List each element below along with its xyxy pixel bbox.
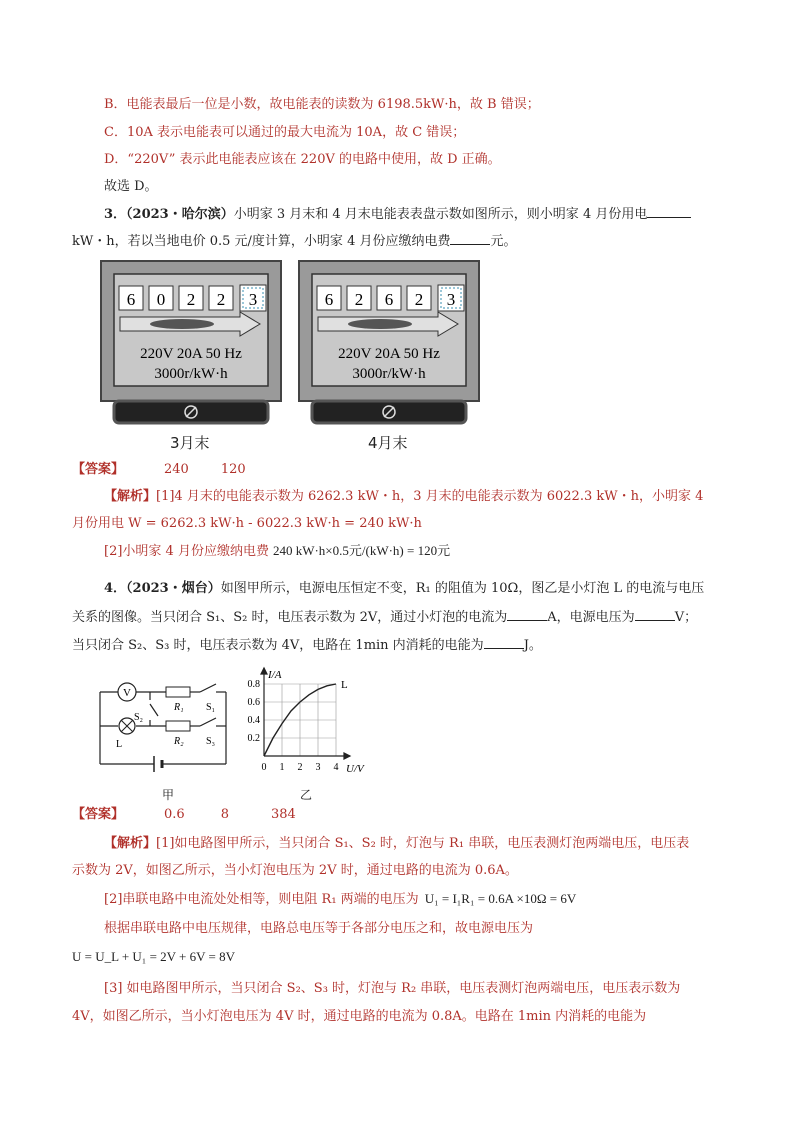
q3-analysis-line1	[104, 488, 703, 506]
q3-analysis-1: [1]4 月末的电能表示数为 6262.3 kW・h，3 月末的电能表示数为 6022.3 kW・h，小明家 4	[156, 489, 704, 504]
q3-text2b: 元。	[490, 234, 517, 249]
meter1-digit-3: 2	[186, 290, 196, 309]
q4-text2b: A，电源电压为	[547, 610, 635, 625]
meter-march	[100, 260, 282, 428]
meter2-digit-5: 3	[446, 290, 456, 309]
voltmeter-label: V	[123, 687, 131, 699]
meter1-spec2: 3000r/kW·h	[154, 366, 228, 382]
q3-answer-2: 120	[220, 462, 246, 477]
select-line: 故选 D。	[104, 179, 158, 194]
r1-label: R₁	[174, 702, 184, 713]
meter2-digit-1: 6	[324, 290, 334, 309]
meter-digits	[119, 285, 266, 311]
resistor-r1-icon	[166, 687, 190, 697]
option-d-line: D．“220V” 表示此电能表应该在 220V 的电路中使用，故 D 正确。	[104, 152, 501, 167]
q4-number: 4．（2023・烟台）	[104, 581, 221, 596]
y-axis-label: I/A	[268, 669, 282, 681]
q4-text3: 当只闭合 S₂、S₃ 时，电压表示数为 4V，电路在 1min 内消耗的电能为	[72, 638, 484, 653]
q4-analysis-1: [1]如电路图甲所示，当只闭合 S₁、S₂ 时，灯泡与 R₁ 串联，电压表测灯泡两端电压，电压表	[156, 836, 690, 851]
q3-answer-label: 【答案】	[72, 462, 125, 477]
q4-answer-label: 【答案】	[72, 807, 125, 822]
q4-answer-2: 8	[220, 807, 229, 822]
q4-analysis-line6: [3] 如电路图甲所示，当只闭合 S₂、S₃ 时，灯泡与 R₂ 串联，电压表测灯泡两端电压，电压表示数为	[104, 981, 681, 996]
q3-number: 3．（2023・哈尔滨）	[104, 207, 234, 222]
r2-label: R₂	[174, 736, 184, 747]
q3-analysis-3a: [2]小明家 4 月份应缴纳电费	[104, 544, 269, 559]
q3-text1: 小明家 3 月末和 4 月末电能表表盘示数如图所示，则小明家 4 月份用电	[233, 207, 648, 222]
series-label-L: L	[341, 679, 348, 691]
meter1-digit-5: 3	[248, 290, 258, 309]
q4-analysis-3b: U₁ = I₁R₁ = 0.6A ×10Ω = 6V	[424, 891, 577, 906]
q4-answer-1: 0.6	[164, 807, 185, 822]
iu-graph	[240, 660, 380, 778]
q4-analysis-label: 【解析】	[104, 836, 157, 851]
meter2-caption: 4月末	[368, 434, 408, 452]
q4-blank2[interactable]	[635, 608, 675, 621]
q4-text2: 关系的图像。当只闭合 S₁、S₂ 时，电压表示数为 2V，通过小灯泡的电流为	[72, 610, 508, 625]
meter2-spec1: 220V 20A 50 Hz	[338, 346, 440, 362]
q3-analysis-label: 【解析】	[104, 489, 157, 504]
q4-line1	[104, 580, 704, 598]
q4-line2	[72, 608, 697, 627]
q4-text2c: V；	[674, 610, 698, 625]
q4-analysis-3a: [2]串联电路中电流处处相等，则电阻 R₁ 两端的电压为	[104, 892, 419, 907]
q4-analysis-line3	[104, 890, 576, 909]
q4-analysis-line2: 示数为 2V，如图乙所示，当小灯泡电压为 2V 时，通过电路的电流为 0.6A。	[72, 863, 518, 878]
q4-blank3[interactable]	[484, 636, 524, 649]
q4-analysis-line1	[104, 835, 689, 853]
meter2-digit-4: 2	[414, 290, 424, 309]
s2-label: S₂	[134, 712, 144, 723]
meter1-digit-1: 6	[126, 290, 136, 309]
q4-text1: 如图甲所示，电源电压恒定不变，R₁ 的阻值为 10Ω，图乙是小灯泡 L 的电流与电压	[220, 581, 705, 596]
y-tick-label: 0.2	[247, 733, 260, 744]
q3-text2a: kW・h，若以当地电价 0.5 元/度计算，小明家 4 月份应缴纳电费	[72, 234, 451, 249]
q3-line1	[104, 205, 691, 224]
y-axis-arrow	[261, 668, 267, 674]
x-tick-label: 3	[315, 762, 321, 773]
q4-analysis-line5: U = U_L + U₁ = 2V + 6V = 8V	[72, 949, 236, 964]
lamp-label: L	[116, 739, 123, 750]
x-tick-label: 1	[279, 762, 285, 773]
q3-analysis-3b: 240 kW·h×0.5元/(kW·h) = 120元	[272, 543, 451, 558]
q3-answer-line	[72, 461, 246, 479]
q3-answer-1: 240	[164, 462, 189, 477]
graph-caption: 乙	[300, 788, 313, 802]
disc-icon	[348, 319, 412, 329]
x-tick-label: 0	[261, 762, 267, 773]
x-tick-label: 2	[297, 762, 303, 773]
meter-april	[298, 260, 480, 428]
y-tick-label: 0.6	[247, 697, 260, 708]
meter1-digit-2: 0	[156, 290, 166, 309]
q4-answer-3: 384	[270, 807, 296, 822]
x-axis-arrow	[344, 753, 350, 759]
q4-line3	[72, 636, 542, 655]
resistor-r2-icon	[166, 721, 190, 731]
meter2-digit-3: 6	[384, 290, 394, 309]
q4-analysis-line7: 4V，如图乙所示，当小灯泡电压为 4V 时，通过电路的电流为 0.8A。电路在 1min 内消耗的电能为	[72, 1009, 647, 1024]
q3-analysis-line2: 月份用电 W = 6262.3 kW·h - 6022.3 kW·h = 240 kW·h	[72, 516, 422, 531]
option-b-line: B．电能表最后一位是小数，故电能表的读数为 6198.5kW·h，故 B 错误；	[104, 97, 540, 112]
x-axis-label: U/V	[346, 763, 364, 775]
option-c-line: C．10A 表示电能表可以通过的最大电流为 10A，故 C 错误；	[104, 125, 466, 140]
q4-answer-line	[72, 806, 296, 824]
x-tick-label: 4	[333, 762, 339, 773]
q3-blank1[interactable]	[647, 205, 691, 218]
q4-analysis-line4: 根据串联电路中电压规律，电路总电压等于各部分电压之和，故电源电压为	[104, 921, 534, 936]
s1-label: S₁	[206, 702, 216, 713]
meter1-spec1: 220V 20A 50 Hz	[140, 346, 242, 362]
meter1-digit-4: 2	[216, 290, 226, 309]
q3-line2	[72, 232, 516, 251]
q4-blank1[interactable]	[507, 608, 547, 621]
circuit-caption: 甲	[162, 788, 175, 802]
y-tick-label: 0.4	[247, 715, 260, 726]
disc-icon	[150, 319, 214, 329]
meter2-digit-2: 2	[354, 290, 364, 309]
q4-text3b: J。	[523, 638, 542, 653]
meter2-spec2: 3000r/kW·h	[352, 366, 426, 382]
s3-label: S₃	[206, 736, 216, 747]
q3-blank2[interactable]	[450, 232, 490, 245]
y-tick-label: 0.8	[247, 679, 260, 690]
meter1-caption: 3月末	[170, 434, 210, 452]
q3-analysis-line3	[104, 542, 450, 561]
circuit-diagram	[94, 674, 234, 774]
